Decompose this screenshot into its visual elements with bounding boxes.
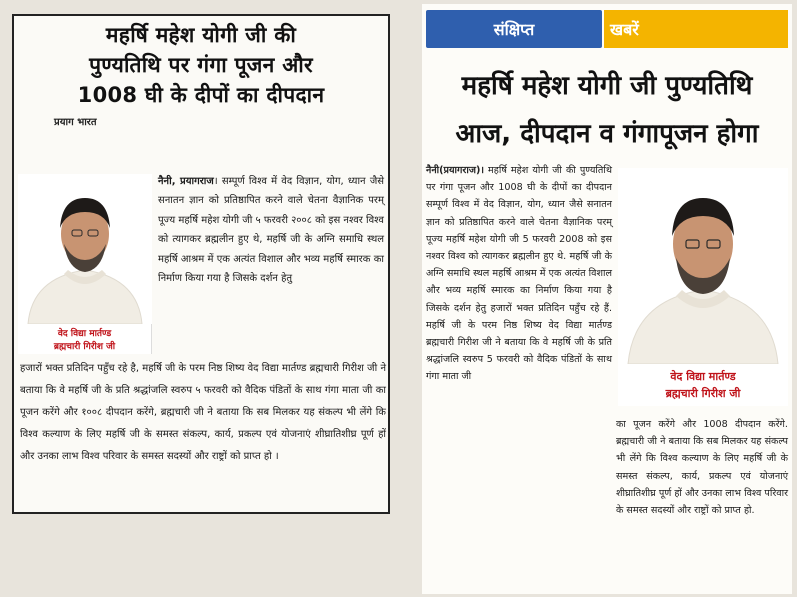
section-tag-news-label: खबरें xyxy=(610,20,639,39)
right-column-b: का पूजन करेंगे और 1008 दीपदान करेंगे. ब्रह्मचारी जी ने बताया कि सब मिलकर यह संकल्प भी लेंगे कि विश्व कल्याण के लिए महर्षि जी के समस्त संकल्प, कार्य, प्रकल्प एवं योजनाएं शीघ्रातिशीघ्र पूर्ण हों और उनका लाभ विश्व परिवार के समस्त सदस्यों और राष्ट्रों को प्राप्त हो. xyxy=(616,419,788,517)
right-headline-line: आज, दीपदान व गंगापूजन होगा xyxy=(455,119,759,149)
section-tag-bar xyxy=(422,4,792,44)
section-tag-news xyxy=(604,10,788,48)
left-photo-caption xyxy=(18,328,151,354)
right-lead-place: नैनी(प्रयागराज)। xyxy=(426,165,484,176)
person-portrait-image xyxy=(18,174,152,324)
caption-name: ब्रह्मचारी गिरीश जी xyxy=(53,342,116,352)
left-full-width-text: हजारों भक्त प्रतिदिन पहुँच रहे है, महर्षि जी के परम निष्ठ शिष्य वेद विद्या मार्तण्ड ब्रह्मचारी गिरीश जी ने बताया कि वे महर्षि जी के प्रति श्रद्धांजलि स्वरुप ५ फरवरी को वैदिक पंडितों के साथ गंगा माता जी का पूजन करेंगे और १००८ दीपदान करेंगे, ब्रह्मचारी जी ने बताया कि सब मिलकर यह संकल्प भी लेंगे कि विश्व कल्याण के लिए महर्षि जी के समस्त संकल्प, कार्य, प्रकल्प एवं योजनाएं शीघ्रातिशीघ्र पूर्ण हों और उनका लाभ विश्व परिवार के समस्त सदस्यों और राष्ट्रों को प्राप्त हो । xyxy=(20,363,386,462)
left-headline-line: महर्षि महेश योगी जी की xyxy=(105,23,297,47)
right-headline-line: महर्षि महेश योगी जी पुण्यतिथि xyxy=(461,71,753,101)
right-column-a xyxy=(426,162,612,386)
right-headline xyxy=(424,62,790,158)
caption-name: ब्रह्मचारी गिरीश जी xyxy=(665,387,741,400)
caption-title: वेद विद्या मार्तण्ड xyxy=(670,370,736,383)
caption-title: वेद विद्या मार्तण्ड xyxy=(57,329,112,339)
left-lead-place: नैनी, प्रयागराज xyxy=(158,176,214,187)
left-column-body: । सम्पूर्ण विश्व में वेद विज्ञान, योग, ध्यान जैसे सनातन ज्ञान को प्रतिष्ठापित करने वाले चेतना वैज्ञानिक परम् पूज्य महर्षि महेश योगी जी ५ फरवरी २००८ को इस नश्वर विश्व को त्यागकर ब्रह्मलीन हुए थे, महर्षि जी के अग्नि समाधि स्थल महर्षि आश्रम में एक अत्यंत विशाल और भव्य महर्षि स्मारक का निर्माण किया गया है जिसके दर्शन हेतु xyxy=(158,176,384,285)
section-tag-brief xyxy=(426,10,602,48)
left-news-clipping xyxy=(12,14,390,514)
right-photo xyxy=(618,168,788,406)
left-column-text xyxy=(158,172,384,288)
left-dateline: प्रयाग भारत xyxy=(54,117,97,128)
right-news-clipping xyxy=(422,4,792,594)
left-headline xyxy=(14,16,388,110)
left-headline-line: पुण्यतिथि पर गंगा पूजन और xyxy=(89,53,313,77)
left-headline-line: 1008 घी के दीपों का दीपदान xyxy=(77,83,325,107)
right-photo-caption xyxy=(618,368,788,402)
right-column-a-body: महर्षि महेश योगी जी की पुण्यतिथि पर गंगा पूजन और 1008 घी के दीपों का दीपदान सम्पूर्ण विश्व में वेद विज्ञान, योग, ध्यान जैसे सनातन ज्ञान को प्रतिष्ठापित करने वाले चेतना वैज्ञानिक परम् पूज्य महर्षि महेश योगी जी 5 फरवरी 2008 को इस नश्वर विश्व को त्यागकर ब्रह्मलीन हुए थे. महर्षि जी के अग्नि समाधि स्थल महर्षि आश्रम में एक अत्यंत विशाल और भव्य महर्षि स्मारक का निर्माण किया गया है जिसके दर्शन हेतु हजारों भक्त प्रतिदिन पहुँच रहे हैं. महर्षि जी के परम निष्ठ शिष्य वेद विद्या मार्तण्ड ब्रह्मचारी गिरीश जी ने बताया कि वे महर्षि जी के प्रति श्रद्धांजलि स्वरुप 5 फरवरी को वैदिक पंडितों के साथ गंगा माता जी xyxy=(426,165,612,383)
left-photo xyxy=(18,174,152,354)
section-tag-brief-label: संक्षिप्त xyxy=(493,20,535,39)
person-portrait-image xyxy=(618,168,788,364)
